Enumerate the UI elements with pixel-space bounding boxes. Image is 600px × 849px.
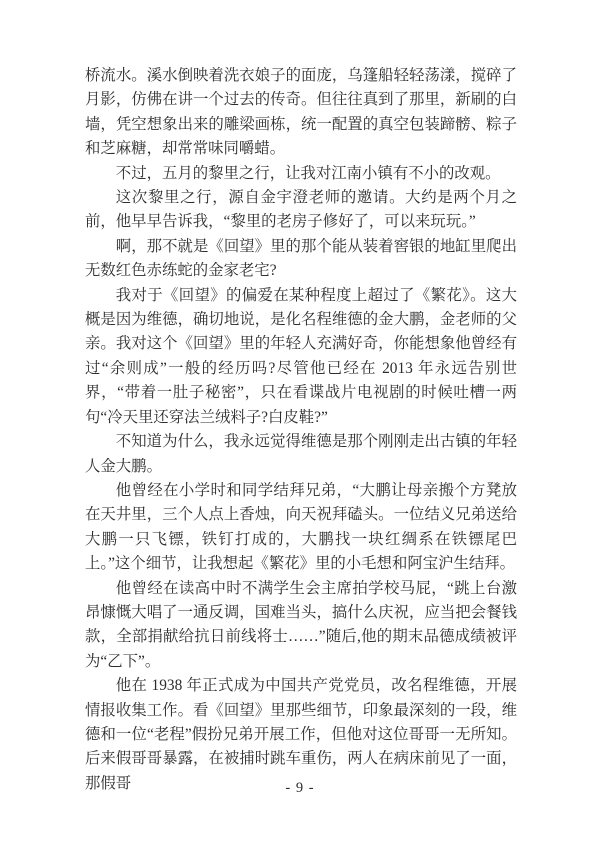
- paragraph: 我对于《回望》的偏爱在某种程度上超过了《繁花》。这大概是因为维德，确切地说，是化名程维德的金大鹏，金老师的父亲。我对这个《回望》里的年轻人充满好奇，你能想象他曾经有过“余则成”一般的经历吗?尽管他已经在 2013 年永远告别世界，“带着一肚子秘密”，只在看谍战片电视剧的时候吐槽一两句“冷天里还穿法兰绒料子?白皮鞋?”: [85, 286, 517, 426]
- paragraph: 不知道为什么，我永远觉得维德是那个刚刚走出古镇的年轻人金大鹏。: [85, 433, 517, 475]
- paragraph: 他曾经在小学时和同学结拜兄弟，“大鹏让母亲搬个方凳放在天井里，三个人点上香烛，向天祝拜磕头。一位结义兄弟送给大鹏一只飞镖，铁钉打成的，大鹏找一块红绸系在铁镖尾巴上。”这个细节，让我想起《繁花》里的小毛想和阿宝沪生结拜。: [85, 481, 517, 573]
- paragraph: 啊，那不就是《回望》里的那个能从装着窖银的地缸里爬出无数红色赤练蛇的金家老宅?: [85, 237, 517, 280]
- paragraph: 他在 1938 年正式成为中国共产党党员，改名程维德，开展情报收集工作。看《回望》里那些细节，印象最深刻的一段，维德和一位“老程”假扮兄弟开展工作，但他对这位哥哥一无所知。后来假哥哥暴露，在被捕时跳车重伤，两人在病床前见了一面，那假哥: [85, 677, 517, 792]
- paragraph: 这次黎里之行，源自金宇澄老师的邀请。大约是两个月之前，他早早告诉我，“黎里的老房子修好了，可以来玩玩。”: [85, 189, 517, 231]
- paragraph: 桥流水。溪水倒映着洗衣娘子的面庞，乌篷船轻轻荡漾，搅碎了月影，仿佛在讲一个过去的传奇。但往往真到了那里，新刷的白墙，凭空想象出来的雕梁画栋，统一配置的真空包装蹄髈、粽子和芝麻糖，却常常味同嚼蜡。: [85, 67, 517, 158]
- paragraph: 他曾经在读高中时不满学生会主席拍学校马屁，“跳上台激昂慷慨大唱了一通反调，国难当头，搞什么庆祝，应当把会餐钱款，全部捐献给抗日前线将士……”随后,他的期末品德成绩被评为“乙下”。: [85, 579, 517, 670]
- paragraph: 不过，五月的黎里之行，让我对江南小镇有不小的改观。: [115, 164, 501, 182]
- essay-body: [85, 64, 517, 796]
- page-number: - 9 -: [285, 780, 315, 796]
